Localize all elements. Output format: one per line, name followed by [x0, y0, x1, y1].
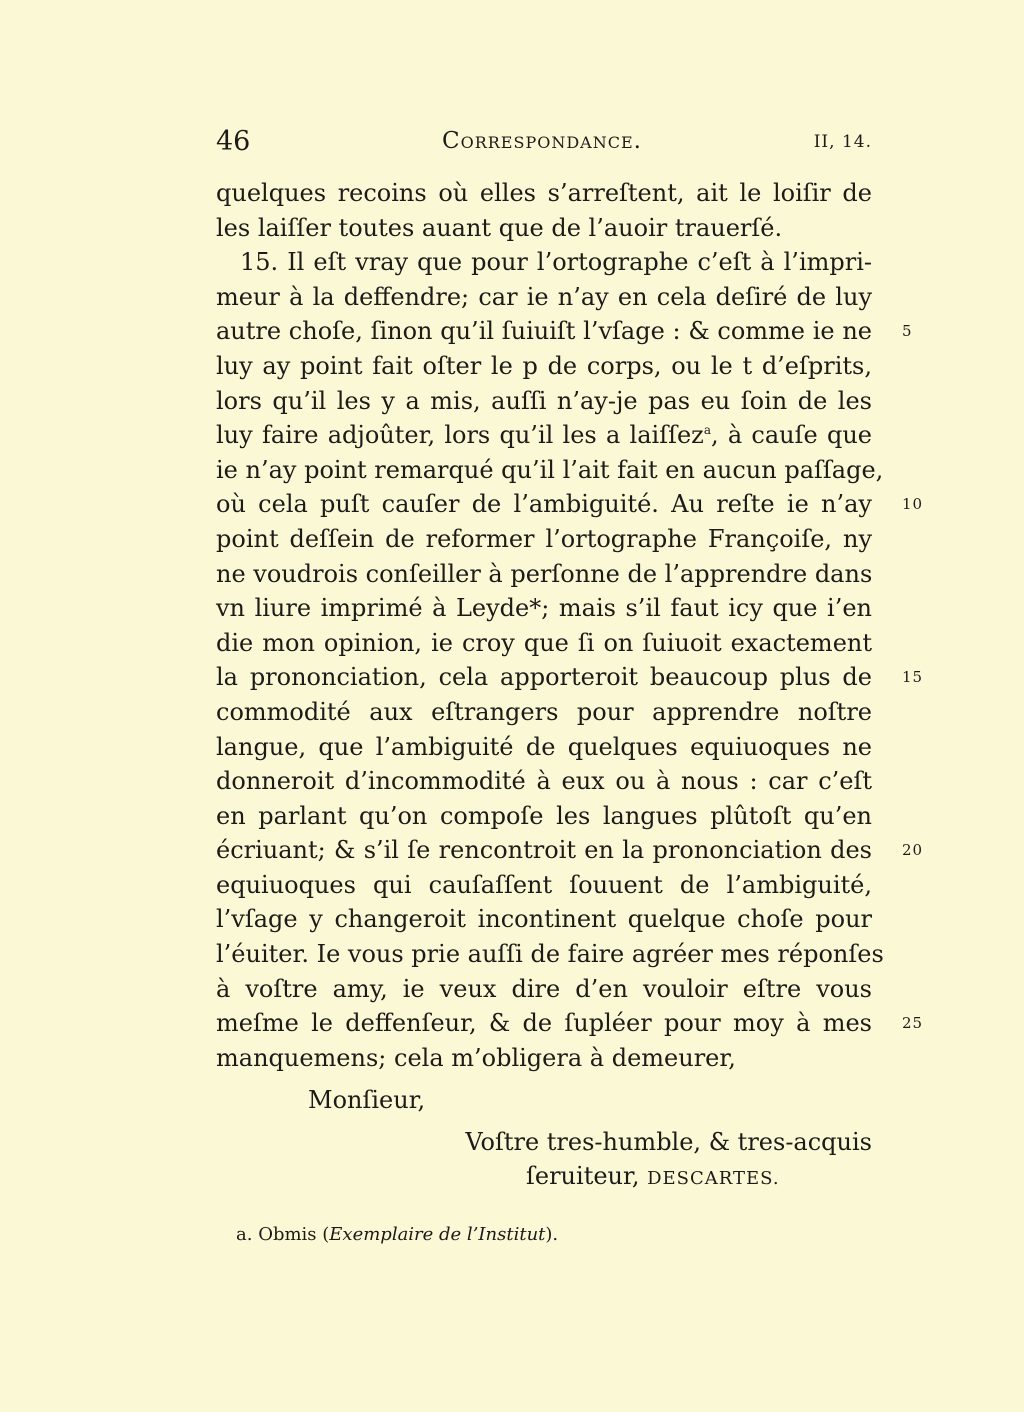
- text-line: lors qu’il les y a mis, auſſi n’ay-je pas eu ſoin de les: [216, 386, 872, 415]
- text-line: 15. Il eſt vray que pour l’ortographe c’eſt à l’impri-: [240, 248, 872, 277]
- footnote-marker: a: [703, 423, 711, 438]
- line-number: 5: [902, 322, 913, 341]
- text-line: meſme le deffenſeur, & de ſupléer pour moy à mes 25: [216, 1006, 872, 1041]
- page-number: 46: [216, 126, 251, 157]
- text-line: écriuant; & s’il ſe rencontroit en la prononciation des 20: [216, 833, 872, 868]
- text-line: meur à la deffendre; car ie n’ay en cela deſiré de luy: [216, 282, 872, 311]
- text-line: point deſſein de reformer l’ortographe Françoiſe, ny: [216, 524, 872, 553]
- line-number: 20: [902, 841, 924, 860]
- line-number: 15: [902, 668, 924, 687]
- footnote: [236, 1224, 558, 1245]
- text-line: où cela puſt cauſer de l’ambiguité. Au reſte ie n’ay 10: [216, 487, 872, 522]
- text-line: vn liure imprimé à Leyde*; mais s’il faut icy que i’en: [216, 594, 872, 623]
- footnote-close: ).: [545, 1224, 559, 1245]
- footnote-marker: a.: [236, 1224, 253, 1245]
- signature-line: [526, 1162, 780, 1190]
- footnote-text: Obmis (: [258, 1224, 330, 1245]
- text-line: les laiſſer toutes auant que de l’auoir trauerſé.: [216, 213, 783, 242]
- text-line: manquemens; cela m’obligera à demeurer,: [216, 1043, 736, 1072]
- text-line: die mon opinion, ie croy que ſi on ſuiuoit exactement: [216, 628, 872, 657]
- text-line: l’éuiter. Ie vous prie auſſi de faire agréer mes réponſes: [216, 940, 884, 969]
- running-title: Correspondance.: [442, 128, 642, 154]
- signature-text: ſeruiteur,: [526, 1162, 640, 1190]
- text-line: l’vſage y changeroit incontinent quelque choſe pour: [216, 905, 872, 934]
- text-line: ne voudrois conſeiller à perſonne de l’apprendre dans: [216, 559, 873, 588]
- signature-name: DESCARTES.: [647, 1168, 780, 1189]
- footnote-source: Exemplaire de l’Institut: [329, 1224, 546, 1245]
- text-line: ie n’ay point remarqué qu’il l’ait fait en aucun paſſage,: [216, 455, 884, 484]
- text-line: luy ay point fait oſter le p de corps, ou le t d’eſprits,: [216, 351, 872, 380]
- letter-reference: II, 14.: [813, 132, 872, 152]
- text-line: à voſtre amy, ie veux dire d’en vouloir eſtre vous: [216, 974, 872, 1003]
- line-number: 25: [902, 1014, 924, 1033]
- text-line: equiuoques qui cauſaſſent ſouuent de l’ambiguité,: [216, 870, 872, 899]
- page-header: [216, 126, 872, 162]
- salutation: Monſieur,: [308, 1086, 426, 1114]
- text-line: en parlant qu’on compoſe les langues plûtoſt qu’en: [216, 801, 872, 830]
- text-line: luy faire adjoûter, lors qu’il les a laiſſez$^a$, à cauſe que: [216, 421, 872, 450]
- line-number: 10: [902, 495, 924, 514]
- text-line: quelques recoins où elles s’arreſtent, ait le loiſir de: [216, 179, 872, 207]
- body-text: [216, 176, 924, 1075]
- signature-line: Voſtre tres-humble, & tres-acquis: [465, 1128, 872, 1156]
- text-line: autre choſe, ſinon qu’il ſuiuiſt l’vſage : & comme ie ne 5: [216, 314, 872, 349]
- text-line: commodité aux eſtrangers pour apprendre noſtre: [216, 697, 872, 726]
- text-line: la prononciation, cela apporteroit beaucoup plus de 15: [216, 660, 872, 695]
- text-line: langue, que l’ambiguité de quelques equiuoques ne: [216, 732, 872, 761]
- text-line: donneroit d’incommodité à eux ou à nous : car c’eſt: [216, 767, 872, 796]
